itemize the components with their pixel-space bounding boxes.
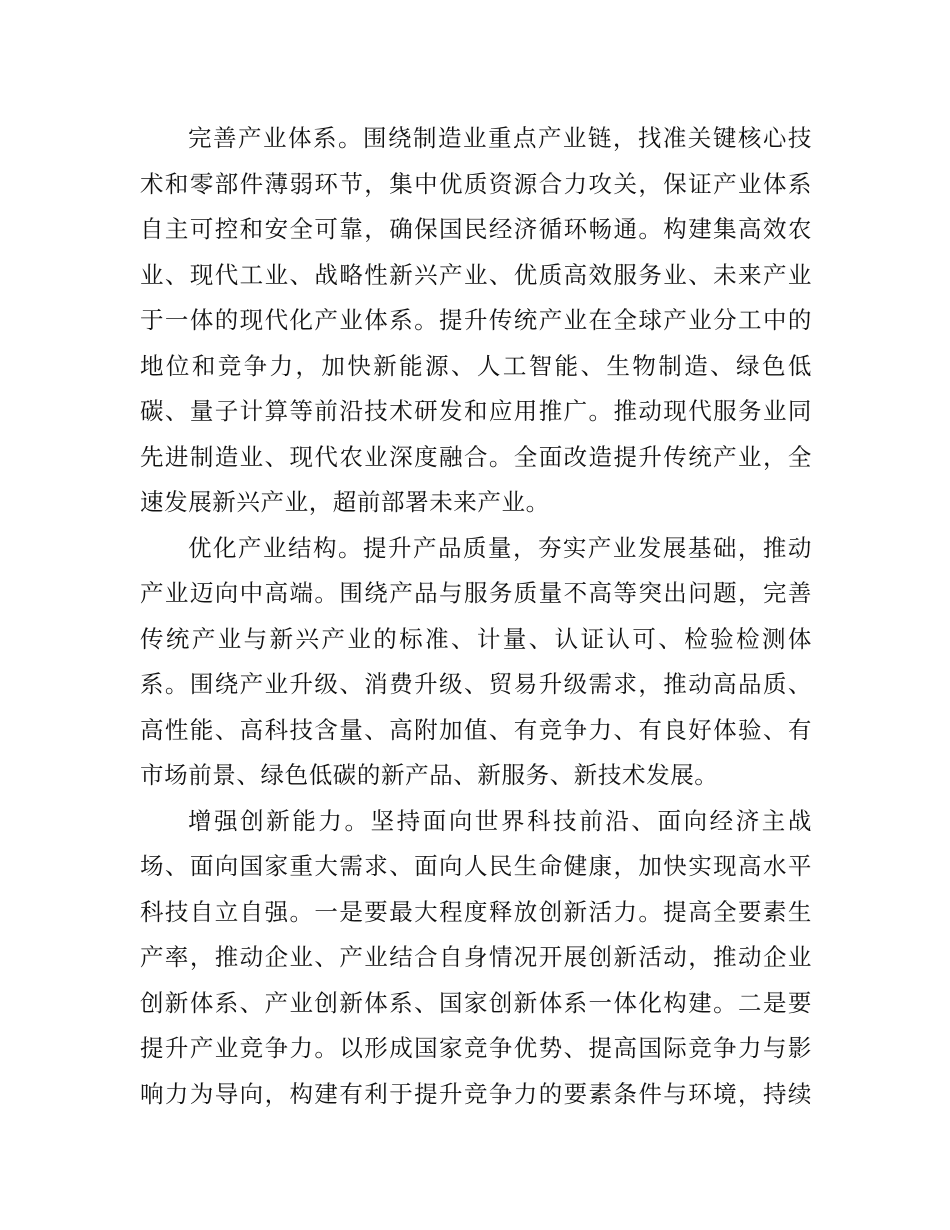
paragraph-3-line-4: 产率，推动企业、产业结合自身情况开展创新活动，推动企业 [140,943,812,971]
paragraph-3-line-3: 科技自立自强。一是要最大程度释放创新活力。提高全要素生 [140,897,812,926]
paragraph-2-line-2: 产业迈向中高端。围绕产品与服务质量不高等突出问题，完善 [140,579,812,607]
paragraph-1-line-3: 自主可控和安全可靠，确保国民经济循环畅通。构建集高效农 [140,215,812,243]
paragraph-3-line-6: 提升产业竞争力。以形成国家竞争优势、提高国际竞争力与影 [140,1034,812,1062]
paragraph-1-line-5: 于一体的现代化产业体系。提升传统产业在全球产业分工中的 [140,306,812,334]
paragraph-2-line-4: 系。围绕产业升级、消费升级、贸易升级需求，推动高品质、 [140,670,812,698]
paragraph-1-line-2: 术和零部件薄弱环节，集中优质资源合力攻关，保证产业体系 [140,169,812,198]
paragraph-1-line-4: 业、现代工业、战略性新兴产业、优质高效服务业、未来产业 [140,260,812,289]
paragraph-1-line-8: 先进制造业、现代农业深度融合。全面改造提升传统产业，全 [140,442,812,471]
paragraph-3-line-5: 创新体系、产业创新体系、国家创新体系一体化构建。二是要 [140,988,812,1017]
paragraph-1-line-6: 地位和竞争力，加快新能源、人工智能、生物制造、绿色低 [140,351,812,380]
paragraph-3-line-7: 响力为导向，构建有利于提升竞争力的要素条件与环境，持续 [140,1079,812,1108]
document-body [140,116,812,1117]
paragraph-1-line-9: 速发展新兴产业，超前部署未来产业。 [140,488,550,516]
paragraph-2-line-6: 市场前景、绿色低碳的新产品、新服务、新技术发展。 [140,761,719,789]
paragraph-1-line-1: 完善产业体系。围绕制造业重点产业链，找准关键核心技 [188,124,812,152]
paragraph-2-line-1: 优化产业结构。提升产品质量，夯实产业发展基础，推动 [188,533,812,562]
paragraph-1-line-7: 碳、量子计算等前沿技术研发和应用推广。推动现代服务业同 [140,397,812,425]
paragraph-2-line-3: 传统产业与新兴产业的标准、计量、认证认可、检验检测体 [140,624,812,653]
paragraph-3-line-1: 增强创新能力。坚持面向世界科技前沿、面向经济主战 [188,806,812,835]
paragraph-2-line-5: 高性能、高科技含量、高附加值、有竞争力、有良好体验、有 [140,715,812,744]
paragraph-3-line-2: 场、面向国家重大需求、面向人民生命健康，加快实现高水平 [140,852,812,880]
